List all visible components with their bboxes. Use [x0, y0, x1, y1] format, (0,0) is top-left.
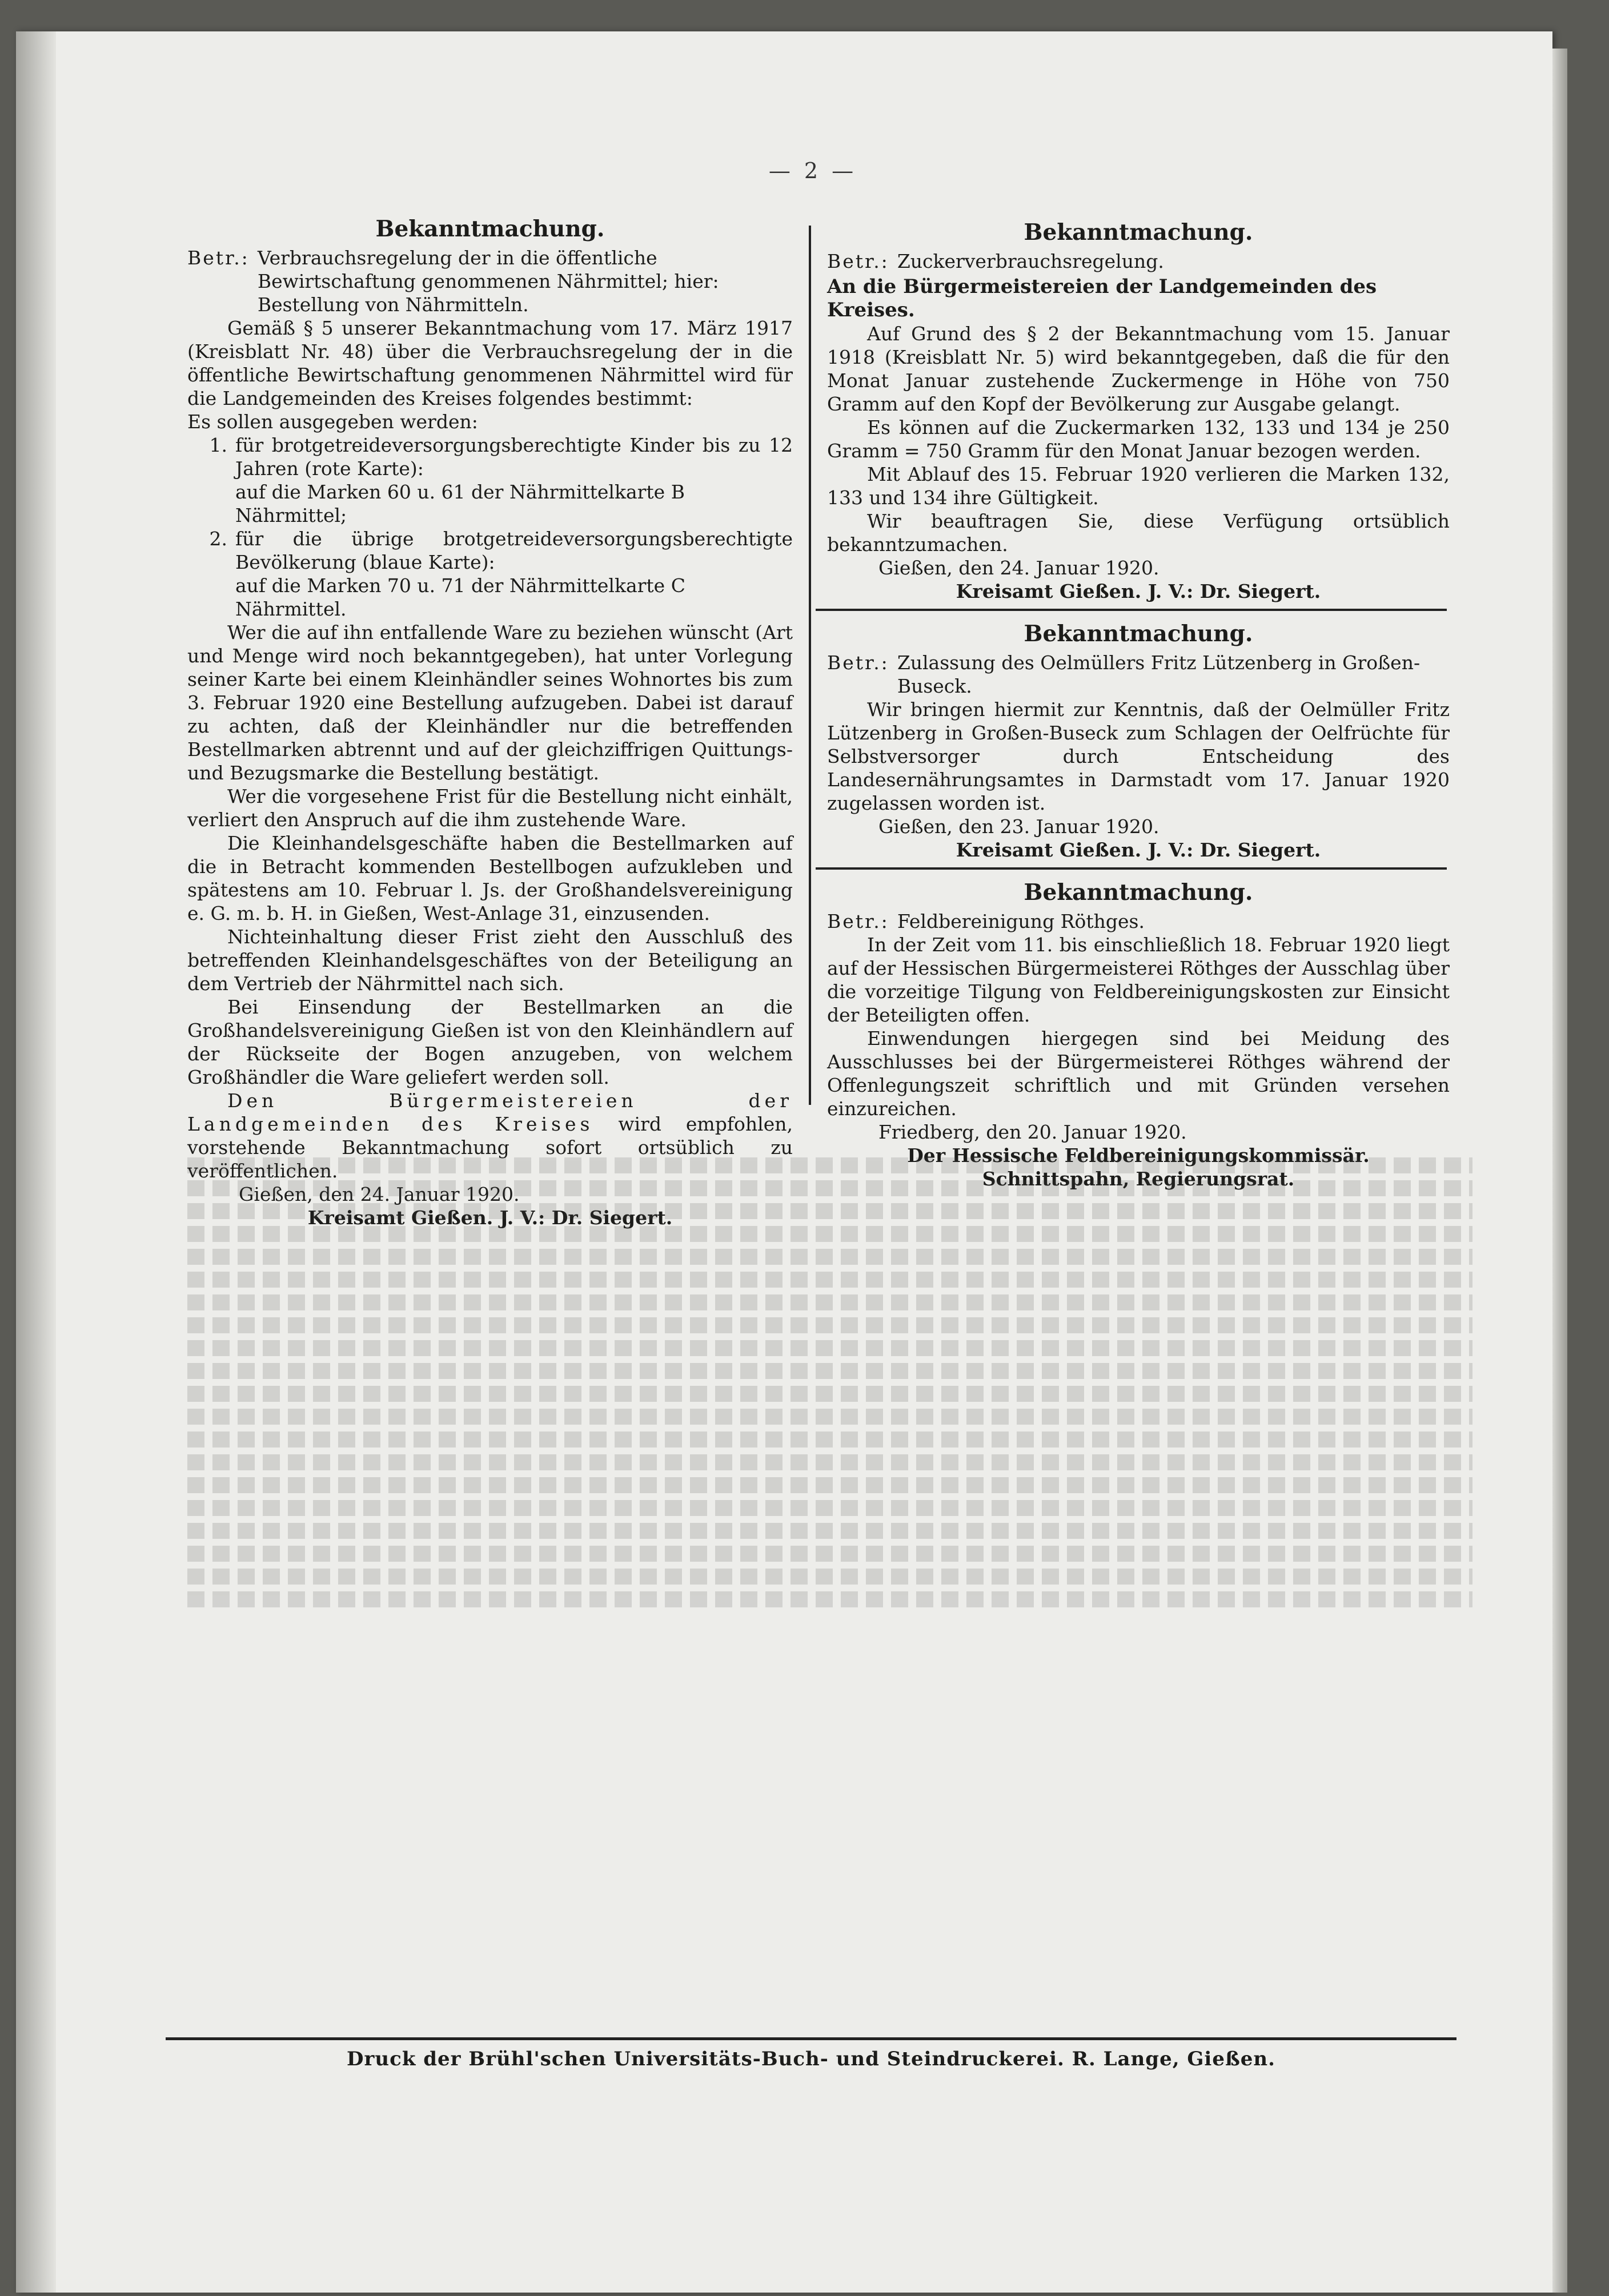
subject-label: Betr.:: [827, 652, 889, 674]
section-divider: [816, 867, 1447, 870]
addressee: An die Bürgermeistereien der Landgemeinden des Kreises.: [827, 275, 1377, 321]
printer-imprint: Druck der Brühl'schen Universitäts-Buch- und Steindruckerei. R. Lange, Gießen.: [347, 2048, 1275, 2070]
announcement-heading: Bekanntmachung.: [375, 216, 605, 242]
bleed-through-texture: [187, 1151, 1472, 1750]
paragraph: Wer die vorgesehene Frist für die Bestellung nicht einhält, verliert den Anspruch auf die ihm zustehende Ware.: [187, 785, 793, 831]
list-item: [187, 433, 793, 480]
subject-line: [187, 246, 793, 316]
announcement-heading: Bekanntmachung.: [1024, 879, 1253, 906]
paragraph: Gemäß § 5 unserer Bekanntmachung vom 17. März 1917 (Kreisblatt Nr. 48) über die Verbrauchsregelung der in die öffentliche Bewirtschaftung genommenen Nährmittel wird für die Landgemeinden des Kreises folgendes bestimmt:: [187, 317, 793, 409]
subject-label: Betr.:: [827, 250, 889, 272]
left-column: [187, 214, 793, 1229]
addressee: Den Bürgermeistereien der Landgemeinden des Kreises: [187, 1089, 793, 1135]
subject-label: Betr.:: [827, 910, 889, 932]
date-line: Gießen, den 24. Januar 1920.: [878, 557, 1159, 579]
subject-text: Zuckerverbrauchsregelung.: [897, 250, 1164, 272]
paragraph: Einwendungen hiergegen sind bei Meidung des Ausschlusses bei der Bürgermeisterei Röthges während der Offenlegungszeit schriftlich und mit Gründen versehen einzureichen.: [827, 1027, 1450, 1120]
paragraph: Wir beauftragen Sie, diese Verfügung ortsüblich bekanntzumachen.: [827, 510, 1450, 556]
subject-text: Verbrauchsregelung der in die öffentliche Bewirtschaftung genommenen Nährmittel; hier: Bestellung von Nährmitteln.: [257, 247, 719, 316]
page-edge: [1552, 49, 1567, 2293]
list-text: für die übrige brotgetreideversorgungsberechtigte Bevölkerung (blaue Karte):: [235, 528, 793, 573]
signature: Kreisamt Gießen. J. V.: Dr. Siegert.: [956, 580, 1321, 602]
list-number: 2.: [209, 528, 227, 550]
addressee-paragraph: [187, 1089, 793, 1183]
paragraph: Die Kleinhandelsgeschäfte haben die Bestellmarken auf die in Betracht kommenden Bestellbogen aufzukleben und spätestens am 10. Februar l. Js. der Großhandelsvereinigung e. G. m. b. H. in Gießen, West-Anlage 31, einzusenden.: [187, 832, 793, 924]
binding-gutter: [16, 31, 56, 2293]
paragraph: Wer die auf ihn entfallende Ware zu beziehen wünscht (Art und Menge wird noch bekanntgegeben), hat unter Vorlegung seiner Karte bei einem Kleinhändler seines Wohnortes bis zum 3. Februar 1920 eine Bestellung aufzugeben. Dabei ist darauf zu achten, daß der Kleinhändler nur die betreffenden Bestellmarken abtrennt und auf der gleichziffrigen Quittungs- und Bezugsmarke die Bestellung bestätigt.: [187, 621, 793, 784]
list-text: für brotgetreideversorgungsberechtigte Kinder bis zu 12 Jahren (rote Karte):: [235, 434, 793, 480]
list-item: [187, 527, 793, 574]
right-column: [827, 214, 1450, 1191]
list-subtext: auf die Marken 70 u. 71 der Nährmittelkarte C Nährmittel.: [235, 574, 685, 620]
paragraph: Wir bringen hiermit zur Kenntnis, daß der Oelmüller Fritz Lützenberg in Großen-Buseck zum Schlagen der Oelfrüchte für Selbstversorger durch Entscheidung des Landesernährungsamtes in Darmstadt vom 17. Januar 1920 zugelassen worden ist.: [827, 698, 1450, 814]
paragraph: Auf Grund des § 2 der Bekanntmachung vom 15. Januar 1918 (Kreisblatt Nr. 5) wird bekanntgegeben, daß die für den Monat Januar zustehende Zuckermenge in Höhe von 750 Gramm auf den Kopf der Bevölkerung zur Ausgabe gelangt.: [827, 323, 1450, 415]
list-number: 1.: [209, 434, 227, 456]
date-line: Friedberg, den 20. Januar 1920.: [878, 1121, 1187, 1143]
subject-label: Betr.:: [187, 247, 250, 269]
paragraph: Es können auf die Zuckermarken 132, 133 und 134 je 250 Gramm = 750 Gramm für den Monat Januar bezogen werden.: [827, 416, 1450, 462]
column-rule: [809, 226, 811, 1105]
newspaper-page: [16, 31, 1552, 2293]
subject-text: Zulassung des Oelmüllers Fritz Lützenberg in Großen-Buseck.: [897, 652, 1421, 697]
paragraph: Mit Ablauf des 15. Februar 1920 verlieren die Marken 132, 133 und 134 ihre Gültigkeit.: [827, 463, 1450, 509]
subject-text: Feldbereinigung Röthges.: [897, 910, 1145, 932]
paragraph: Es sollen ausgegeben werden:: [187, 411, 478, 433]
addressee-instruction: wird empfohlen, vorstehende Bekanntmachung sofort ortsüblich zu veröffentlichen.: [187, 1113, 793, 1182]
signature-office: Der Hessische Feldbereinigungskommissär.: [907, 1144, 1370, 1167]
paragraph: Nichteinhaltung dieser Frist zieht den Ausschluß des betreffenden Kleinhandelsgeschäftes von der Beteiligung an dem Vertrieb der Nährmittel nach sich.: [187, 926, 793, 995]
subject-line: [827, 250, 1450, 273]
paragraph: In der Zeit vom 11. bis einschließlich 18. Februar 1920 liegt auf der Hessischen Bürgermeisterei Röthges der Ausschlag über die vorzeitige Tilgung von Feldbereinigungskosten zur Einsicht der Beteiligten offen.: [827, 934, 1450, 1026]
announcement-heading: Bekanntmachung.: [1024, 219, 1253, 246]
announcement-heading: Bekanntmachung.: [1024, 621, 1253, 647]
signature: Kreisamt Gießen. J. V.: Dr. Siegert.: [956, 839, 1321, 861]
signature-name: Schnittspahn, Regierungsrat.: [982, 1168, 1295, 1190]
paragraph: Bei Einsendung der Bestellmarken an die Großhandelsvereinigung Gießen ist von den Kleinhändlern auf der Rückseite der Bogen anzugeben, von welchem Großhändler die Ware geliefert werden soll.: [187, 996, 793, 1088]
list-subtext: auf die Marken 60 u. 61 der Nährmittelkarte B Nährmittel;: [235, 481, 685, 526]
date-line: Gießen, den 23. Januar 1920.: [878, 815, 1159, 838]
page-number: — 2 —: [768, 158, 857, 183]
signature: Kreisamt Gießen. J. V.: Dr. Siegert.: [307, 1207, 673, 1229]
date-line: Gießen, den 24. Januar 1920.: [239, 1183, 520, 1205]
section-divider: [816, 609, 1447, 611]
footer-rule: [166, 2037, 1456, 2040]
subject-line: [827, 910, 1450, 933]
subject-line: [827, 651, 1450, 698]
